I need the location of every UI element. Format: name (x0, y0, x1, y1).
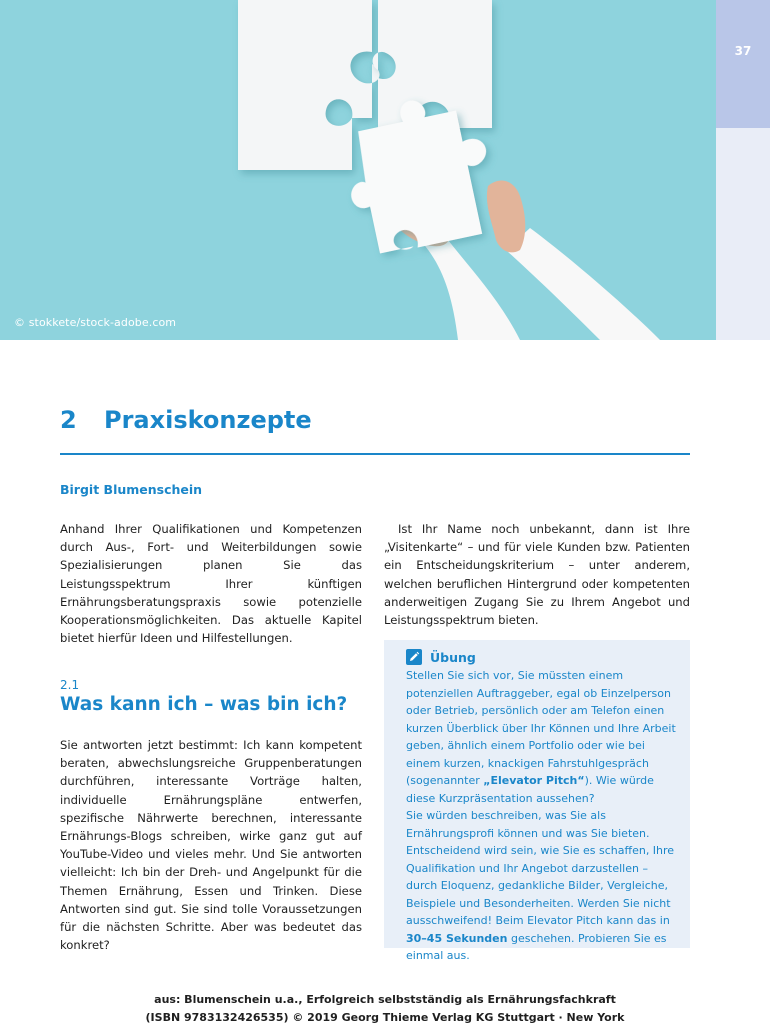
exercise-header (406, 649, 676, 665)
author-name: Birgit Blumenschein (60, 482, 203, 497)
pencil-icon (406, 649, 422, 665)
page-tab (716, 0, 770, 128)
puzzle-piece-left (238, 0, 380, 170)
exercise-title: Übung (430, 649, 476, 665)
page-number: 37 (734, 44, 752, 58)
section-number: 2.1 (60, 678, 80, 692)
exercise-paragraph-1 (406, 667, 676, 807)
right-sleeve (506, 228, 660, 340)
intro-paragraph-right: Ist Ihr Name noch unbekannt, dann ist Ihre „Visitenkarte“ – und für viele Kunden bzw. Patienten ein Entscheidungskriterium – unter anderem, welchen beruflichen Hintergrund oder kompetenten anderweitigen Zugang Sie zu Ihrem Angebot und Leistungsspektrum bieten. (384, 522, 690, 628)
exercise-emphasis: 30–45 Sekunden (406, 931, 508, 945)
chapter-heading (60, 406, 690, 434)
exercise-text: Sie würden beschreiben, was Sie als Ernährungsprofi können und was Sie bieten. Entscheidend wird sein, wie Sie es schaffen, Ihre Qualifikation und Ihr Angebot darzustellen – durch Eloquenz, gedankliche Bilder, Vergleiche, Beispiele und Besonderheiten. Werden Sie nicht ausschweifend! Beim Elevator Pitch kann das in (406, 809, 675, 927)
hero-image (0, 0, 716, 340)
left-sleeve (420, 240, 520, 340)
exercise-paragraph-2 (406, 807, 676, 965)
chapter-number: 2 (60, 406, 77, 434)
puzzle-illustration (0, 0, 716, 340)
intro-paragraph-left: Anhand Ihrer Qualifikationen und Kompetenzen durch Aus-, Fort- und Weiterbildungen sowie Spezialisierungen planen Sie das Leistungsspektrum Ihrer künftigen Ernährungsberatungspraxis sowie potenzielle Kooperationsmöglichkeiten. Das aktuelle Kapitel bietet hierfür Ideen und Hilfestellungen. (60, 522, 362, 646)
exercise-box (384, 640, 690, 962)
footer-copyright: (ISBN 9783132426535) © 2019 Georg Thieme Verlag KG Stuttgart · New York (145, 1011, 625, 1024)
puzzle-piece-right (373, 0, 492, 129)
exercise-emphasis: „Elevator Pitch“ (483, 774, 585, 787)
chapter-divider (60, 453, 690, 455)
section-title: Was kann ich – was bin ich? (60, 694, 348, 715)
page-tab-strip (716, 128, 770, 340)
exercise-text: geschehen. Probieren Sie es einmal aus. (406, 931, 667, 962)
exercise-text: ). Wie würde diese Kurzpräsentation aussehen? (406, 774, 654, 805)
right-hand (487, 181, 525, 253)
chapter-title: Praxiskonzepte (104, 406, 312, 434)
exercise-text: Stellen Sie sich vor, Sie müssten einem potenziellen Auftraggeber, egal ob Einzelperson oder Betrieb, persönlich oder am Telefon einen kurzen Überblick über Ihr Können und Ihre Arbeit geben, ähnlich einem Portfolio oder wie bei einem kurzen, knackigen Fahrstuhlgespräch (sogenannter (406, 669, 676, 787)
section-body: Sie antworten jetzt bestimmt: Ich kann kompetent beraten, abwechslungsreiche Gruppenberatungen durchführen, interessante Vorträge halten, individuelle Ernährungspläne entwerfen, spezifische Nährwerte berechnen, interessante Ernährungs-Blogs schreiben, wirke ganz gut auf YouTube-Video und vieles mehr. Und Sie antworten vielleicht: Ich bin der Dreh- und Angelpunkt für die Themen Ernährung, Essen und Trinken. Diese Antworten sind gut. Sie sind tolle Voraussetzungen für die nächsten Schritte. Aber was bedeutet das konkret? (60, 738, 362, 953)
footer-source: aus: Blumenschein u.a., Erfolgreich selbstständig als Ernährungsfachkraft (154, 993, 616, 1006)
image-credit: © stokkete/stock-adobe.com (14, 316, 177, 329)
